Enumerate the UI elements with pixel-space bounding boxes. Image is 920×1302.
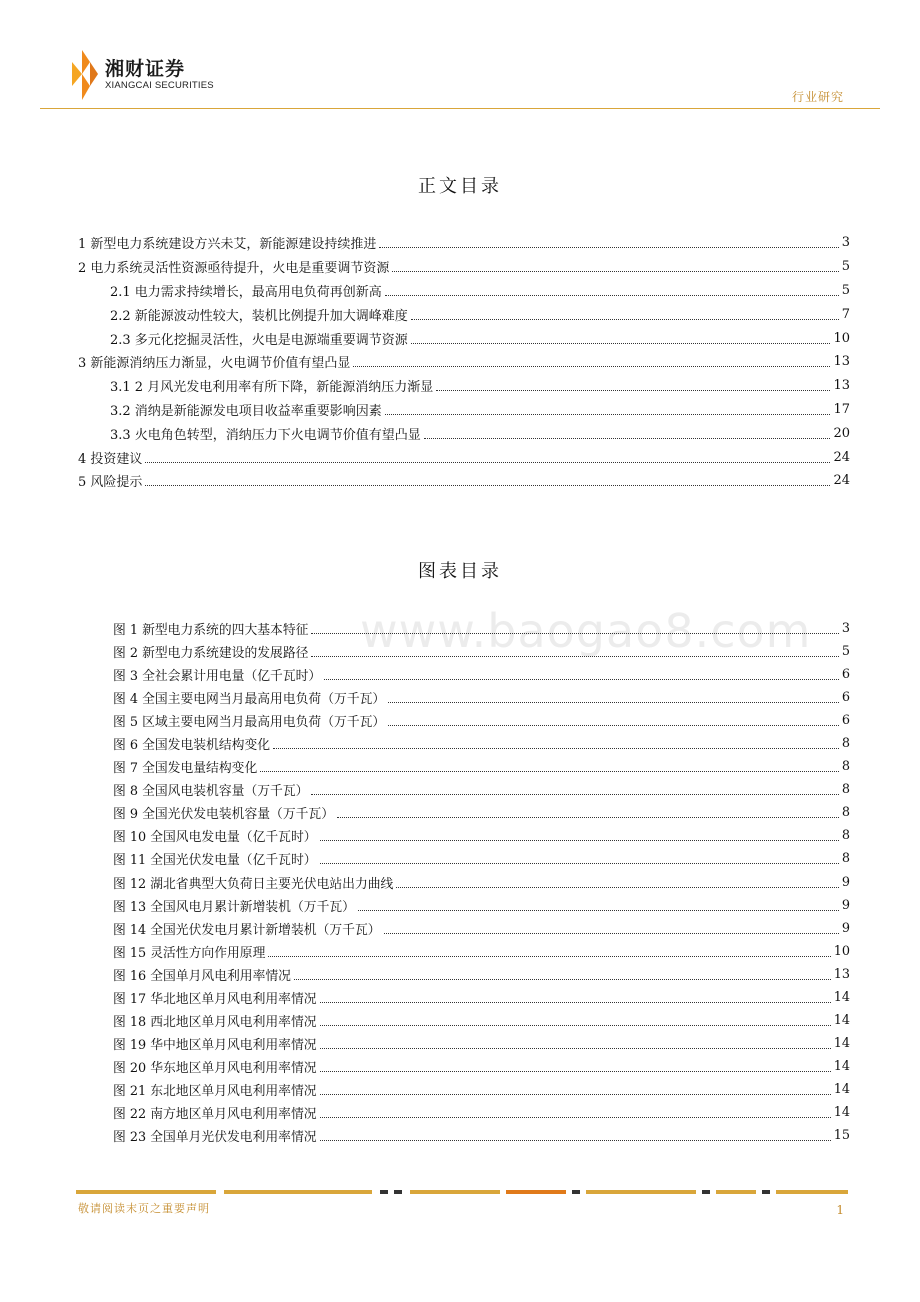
figure-entry-title: 图 21 东北地区单月风电利用率情况 [113,1083,317,1099]
toc-entry[interactable] [78,421,850,445]
figure-entry-title: 图 3 全社会累计用电量（亿千瓦时） [113,669,322,685]
dot-leader [311,794,838,795]
dot-leader [392,271,838,272]
figure-entry-page: 8 [841,759,850,775]
figure-entry[interactable] [113,963,850,986]
dot-leader [145,462,830,463]
toc-entry-title: 2.2 新能源波动性较大，装机比例提升加大调峰难度 [110,308,408,324]
figure-entry-title: 图 22 南方地区单月风电利用率情况 [113,1107,317,1122]
dot-leader [320,1071,831,1072]
dot-leader [320,1140,831,1141]
logo-mark-icon [68,48,104,102]
figure-entry[interactable] [113,894,850,917]
dot-leader [385,414,831,415]
dot-leader [320,863,839,864]
figure-entry[interactable] [113,732,850,755]
figure-entry-page: 9 [841,920,850,936]
figure-entry[interactable] [113,871,850,894]
figure-entry-title: 图 5 区域主要电网当月最高用电负荷（万千瓦） [113,715,386,731]
figure-entry[interactable] [113,663,850,686]
dot-leader [320,1048,831,1049]
page-number: 1 [836,1203,844,1217]
toc-entry-page: 13 [833,378,850,394]
dot-leader [294,979,831,980]
figure-entry-title: 图 14 全国光伏发电月累计新增装机（万千瓦） [113,922,381,938]
toc-entry-page: 5 [841,259,850,275]
figure-entry-page: 14 [833,1012,850,1028]
figure-entry[interactable] [113,617,850,640]
dot-leader [145,485,830,486]
figure-entry-title: 图 11 全国光伏发电量（亿千瓦时） [113,853,317,869]
figure-entry-page: 6 [841,667,850,683]
figure-entry-page: 15 [833,1128,850,1144]
figure-entry-page: 8 [841,782,850,798]
toc-entry[interactable] [78,398,850,422]
figure-entry[interactable] [113,801,850,824]
company-name-cn: 湘财证券 [105,58,186,80]
toc-title: 正文目录 [418,176,502,197]
figure-entry-page: 14 [833,1058,850,1074]
dot-leader [384,933,839,934]
dot-leader [358,910,839,911]
figure-entry-title: 图 8 全国风电装机容量（万千瓦） [113,784,309,800]
toc-entry[interactable] [78,350,850,374]
toc-entry-title: 2.3 多元化挖掘灵活性，火电是电源端重要调节资源 [110,332,408,348]
figure-entry-title: 图 16 全国单月风电利用率情况 [113,968,291,984]
toc-entry-page: 20 [833,425,850,441]
figure-entry[interactable] [113,755,850,778]
figure-entry[interactable] [113,917,850,940]
toc-entry[interactable] [78,445,850,469]
toc-entry[interactable] [78,326,850,350]
figure-entry-title: 图 17 华北地区单月风电利用率情况 [113,991,317,1007]
figure-entry-title: 图 7 全国发电量结构变化 [113,761,258,777]
company-logo [68,48,268,104]
toc-entry-title: 2 电力系统灵活性资源亟待提升，火电是重要调节资源 [78,261,390,277]
table-of-contents [78,231,850,493]
footer-stripe [76,1190,848,1194]
figure-entry-title: 图 10 全国风电发电量（亿千瓦时） [113,830,317,846]
company-name-en: XIANGCAI SECURITIES [105,80,214,91]
dot-leader [424,438,831,439]
figure-entry-page: 9 [841,874,850,890]
figure-entry[interactable] [113,709,850,732]
figure-entry[interactable] [113,824,850,847]
figure-entry-title: 图 6 全国发电装机结构变化 [113,738,271,754]
toc-entry-title: 4 投资建议 [78,451,143,467]
toc-entry-page: 24 [833,449,850,465]
figure-entry-page: 14 [833,1035,850,1051]
toc-entry[interactable] [78,279,850,303]
figure-entry-page: 9 [841,897,850,913]
dot-leader [337,817,839,818]
dot-leader [396,887,838,888]
toc-entry-title: 2.1 电力需求持续增长，最高用电负荷再创新高 [110,284,382,300]
figure-entry-page: 13 [833,966,850,982]
toc-entry[interactable] [78,469,850,493]
figure-entry[interactable] [113,640,850,663]
figure-entry-page: 8 [841,828,850,844]
figure-entry[interactable] [113,1009,850,1032]
toc-entry[interactable] [78,302,850,326]
toc-entry[interactable] [78,231,850,255]
toc-entry-title: 3.2 消纳是新能源发电项目收益率重要影响因素 [110,403,382,419]
dot-leader [320,840,839,841]
dot-leader [388,725,839,726]
figure-entry-page: 3 [841,621,850,637]
dot-leader [411,319,839,320]
toc-entry-page: 24 [833,473,850,489]
figure-entry-title: 图 20 华东地区单月风电利用率情况 [113,1060,317,1076]
dot-leader [260,771,839,772]
figure-entry[interactable] [113,1078,850,1101]
dot-leader [320,1025,831,1026]
figure-list [113,617,850,1147]
figure-entry-title: 图 2 新型电力系统建设的发展路径 [113,646,309,662]
toc-entry-page: 3 [841,235,850,251]
figure-entry-title: 图 18 西北地区单月风电利用率情况 [113,1014,317,1030]
dot-leader [311,656,838,657]
dot-leader [411,343,831,344]
figure-entry-page: 8 [841,851,850,867]
dot-leader [324,679,839,680]
figure-entry[interactable] [113,1032,850,1055]
toc-entry-title: 5 风险提示 [78,475,143,491]
figure-entry-page: 8 [841,736,850,752]
dot-leader [273,748,839,749]
figure-entry-page: 5 [841,644,850,660]
dot-leader [388,702,839,703]
figure-entry-title: 图 19 华中地区单月风电利用率情况 [113,1037,317,1053]
dot-leader [320,1094,831,1095]
toc-entry-title: 1 新型电力系统建设方兴未艾，新能源建设持续推进 [78,237,377,253]
dot-leader [320,1002,831,1003]
dot-leader [379,247,838,248]
toc-entry-page: 7 [841,306,850,322]
figure-entry[interactable] [113,986,850,1009]
toc-entry[interactable] [78,255,850,279]
toc-entry-title: 3.3 火电角色转型，消纳压力下火电调节价值有望凸显 [110,427,421,443]
toc-entry-page: 10 [833,330,850,346]
figure-entry[interactable] [113,940,850,963]
figure-entry-title: 图 9 全国光伏发电装机容量（万千瓦） [113,807,335,823]
dot-leader [311,633,838,634]
figure-entry-title: 图 12 湖北省典型大负荷日主要光伏电站出力曲线 [113,876,394,892]
figure-entry-page: 6 [841,713,850,729]
figure-entry[interactable] [113,686,850,709]
figure-entry-title: 图 15 灵活性方向作用原理 [113,945,266,961]
dot-leader [436,390,830,391]
dot-leader [353,366,830,367]
figure-entry-title: 图 1 新型电力系统的四大基本特征 [113,623,309,639]
figure-entry-page: 6 [841,690,850,706]
figure-entry-page: 10 [833,943,850,959]
figure-entry[interactable] [113,778,850,801]
figure-entry-page: 14 [833,1105,850,1120]
report-category: 行业研究 [791,90,844,104]
figure-entry-title: 图 13 全国风电月累计新增装机（万千瓦） [113,899,355,915]
toc-entry-page: 13 [833,354,850,370]
toc-entry[interactable] [78,374,850,398]
figure-entry-page: 14 [833,1081,850,1097]
figure-entry-page: 14 [833,989,850,1005]
toc-entry-title: 3.1 2 月风光发电利用率有所下降，新能源消纳压力渐显 [110,380,434,396]
figure-entry-title: 图 4 全国主要电网当月最高用电负荷（万千瓦） [113,692,386,708]
figure-entry[interactable] [113,1101,850,1124]
figure-entry-title: 图 23 全国单月光伏发电利用率情况 [113,1130,317,1146]
footer-disclaimer-note: 敬请阅读末页之重要声明 [78,1202,210,1215]
figure-entry[interactable] [113,1055,850,1078]
watermark: www.baogao8.com [360,604,812,658]
dot-leader [320,1117,831,1118]
header-divider [40,108,880,109]
figure-entry[interactable] [113,847,850,870]
dot-leader [385,295,839,296]
toc-entry-title: 3 新能源消纳压力渐显，火电调节价值有望凸显 [78,356,351,372]
toc-entry-page: 17 [833,401,850,417]
figure-entry-page: 8 [841,805,850,821]
dot-leader [268,956,830,957]
figure-list-title: 图表目录 [418,561,502,582]
figure-entry[interactable] [113,1124,850,1147]
toc-entry-page: 5 [841,282,850,298]
